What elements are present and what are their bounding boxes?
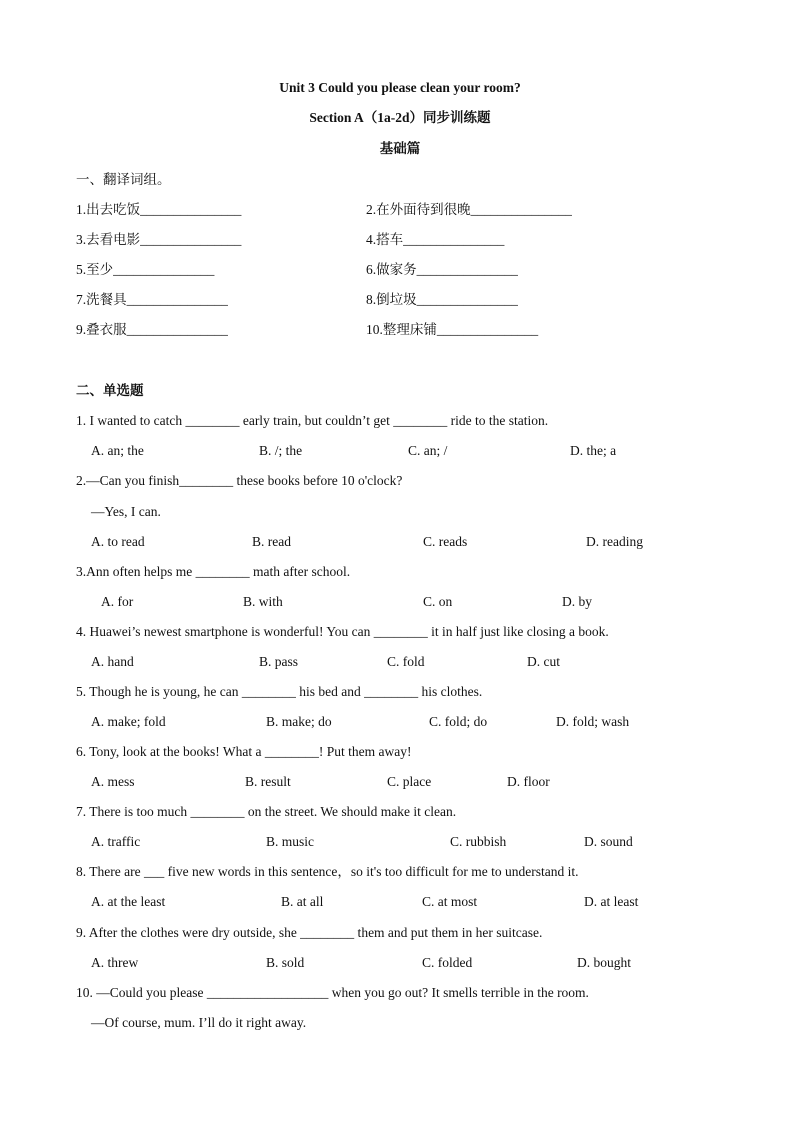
answer-option: D. sound bbox=[584, 834, 633, 849]
answer-option: D. cut bbox=[527, 654, 560, 669]
answer-option: A. for bbox=[101, 594, 134, 609]
question-stem: 6. Tony, look at the books! What a ________! Put them away! bbox=[76, 744, 412, 759]
answer-option: B. with bbox=[243, 594, 283, 609]
translation-item: 3.去看电影_______________ bbox=[76, 232, 242, 247]
section2-heading: 二、单选题 bbox=[76, 383, 144, 398]
section1-heading: 一、翻译词组。 bbox=[76, 172, 171, 187]
answer-option: D. reading bbox=[586, 534, 643, 549]
answer-option: B. sold bbox=[266, 955, 305, 970]
translation-item: 5.至少_______________ bbox=[76, 262, 215, 277]
question-reply: —Of course, mum. I’ll do it right away. bbox=[91, 1015, 307, 1030]
answer-option: A. an; the bbox=[91, 443, 144, 458]
answer-option: A. hand bbox=[91, 654, 134, 669]
answer-option: B. pass bbox=[259, 654, 299, 669]
question-stem: 7. There is too much ________ on the street. We should make it clean. bbox=[76, 804, 457, 819]
answer-option: C. fold; do bbox=[429, 714, 488, 729]
document-title: Unit 3 Could you please clean your room? bbox=[279, 80, 521, 95]
answer-option: A. traffic bbox=[91, 834, 141, 849]
answer-option: B. music bbox=[266, 834, 315, 849]
translation-item: 1.出去吃饭_______________ bbox=[76, 202, 242, 217]
question-stem: 4. Huawei’s newest smartphone is wonderful! You can ________ it in half just like closing a book. bbox=[76, 624, 609, 639]
answer-option: D. by bbox=[562, 594, 592, 609]
answer-option: A. mess bbox=[91, 774, 135, 789]
translation-item: 4.搭车_______________ bbox=[366, 232, 505, 247]
answer-option: D. at least bbox=[584, 894, 639, 909]
question-stem: 5. Though he is young, he can ________ his bed and ________ his clothes. bbox=[76, 684, 483, 699]
answer-option: C. fold bbox=[387, 654, 425, 669]
difficulty-level: 基础篇 bbox=[379, 141, 421, 156]
answer-option: C. rubbish bbox=[450, 834, 507, 849]
answer-option: C. an; / bbox=[408, 443, 448, 458]
document-subtitle: Section A（1a-2d）同步训练题 bbox=[309, 110, 491, 125]
answer-option: A. threw bbox=[91, 955, 139, 970]
question-stem: 8. There are ___ five new words in this sentence，so it's too difficult for me to understand it. bbox=[76, 864, 579, 879]
answer-option: B. read bbox=[252, 534, 291, 549]
question-stem: 3.Ann often helps me ________ math after school. bbox=[76, 564, 351, 579]
answer-option: C. at most bbox=[422, 894, 478, 909]
answer-option: C. folded bbox=[422, 955, 473, 970]
answer-option: B. /; the bbox=[259, 443, 303, 458]
answer-option: C. on bbox=[423, 594, 453, 609]
answer-option: D. bought bbox=[577, 955, 631, 970]
answer-option: D. the; a bbox=[570, 443, 617, 458]
question-stem: 9. After the clothes were dry outside, she ________ them and put them in her suitcase. bbox=[76, 925, 543, 940]
question-stem: 1. I wanted to catch ________ early train, but couldn’t get ________ ride to the station. bbox=[76, 413, 549, 428]
answer-option: C. place bbox=[387, 774, 432, 789]
question-stem: 10. —Could you please __________________ when you go out? It smells terrible in the room. bbox=[76, 985, 589, 1000]
answer-option: D. floor bbox=[507, 774, 550, 789]
answer-option: B. at all bbox=[281, 894, 324, 909]
translation-item: 7.洗餐具_______________ bbox=[76, 292, 228, 307]
question-reply: —Yes, I can. bbox=[91, 504, 161, 519]
translation-item: 6.做家务_______________ bbox=[366, 262, 518, 277]
answer-option: A. make; fold bbox=[91, 714, 166, 729]
answer-option: B. make; do bbox=[266, 714, 332, 729]
question-stem: 2.—Can you finish________ these books before 10 o'clock? bbox=[76, 473, 403, 488]
translation-item: 8.倒垃圾_______________ bbox=[366, 292, 518, 307]
answer-option: D. fold; wash bbox=[556, 714, 630, 729]
answer-option: A. to read bbox=[91, 534, 145, 549]
translation-item: 2.在外面待到很晚_______________ bbox=[366, 202, 572, 217]
answer-option: C. reads bbox=[423, 534, 468, 549]
answer-option: B. result bbox=[245, 774, 291, 789]
answer-option: A. at the least bbox=[91, 894, 166, 909]
translation-item: 9.叠衣服_______________ bbox=[76, 322, 228, 337]
translation-item: 10.整理床铺_______________ bbox=[366, 322, 539, 337]
